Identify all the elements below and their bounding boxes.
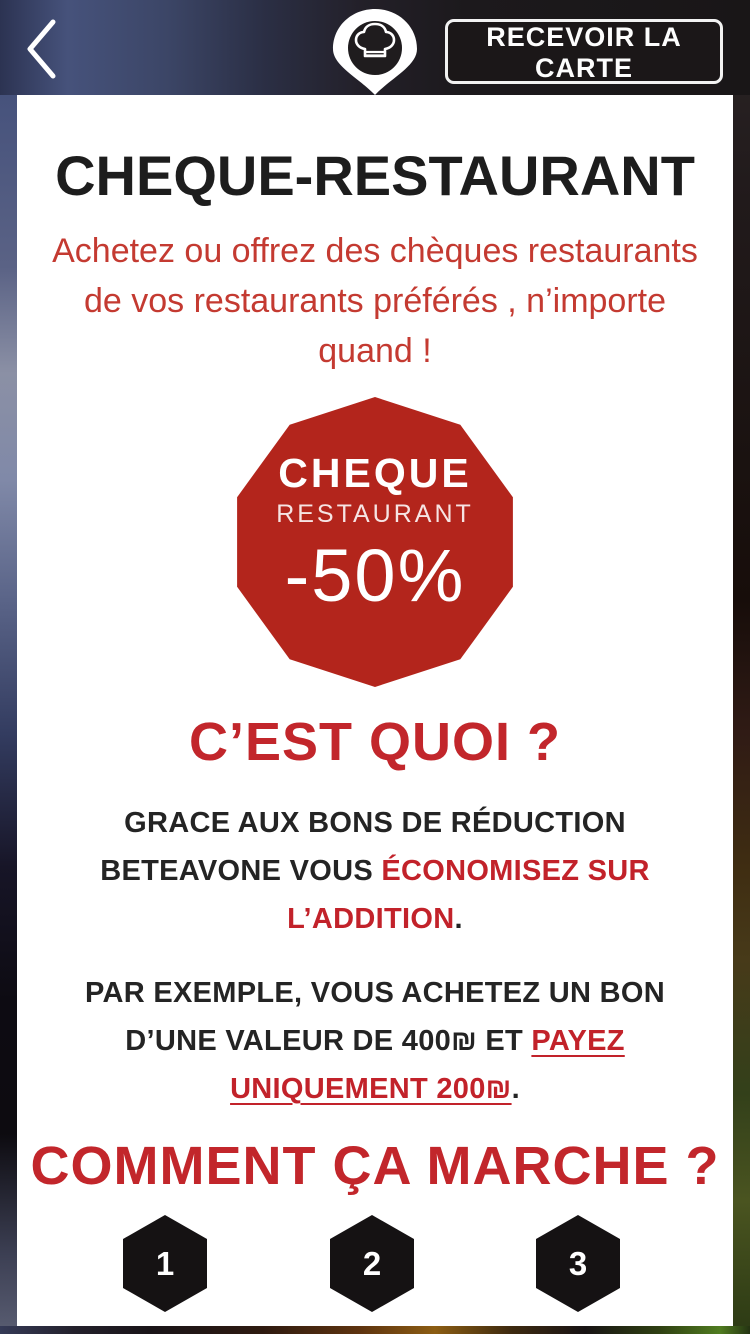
step-hexagon-2: [330, 1215, 414, 1312]
brand-logo: [329, 8, 421, 101]
what-text-period: .: [454, 902, 463, 935]
discount-badge-text: [230, 389, 520, 679]
discount-badge: [230, 397, 520, 687]
top-bar: [0, 0, 750, 95]
step-hexagon-3: [536, 1215, 620, 1312]
steps-row: [17, 1215, 733, 1315]
badge-line-restaurant: RESTAURANT: [276, 499, 474, 528]
content-card: [17, 95, 733, 1326]
example-text-red-underlined: PAYEZ UNIQUEMENT 200₪: [230, 1025, 625, 1106]
back-chevron-icon: [23, 17, 57, 84]
what-text-red: ÉCONOMISEZ SUR L’ADDITION: [287, 854, 650, 935]
receive-card-button[interactable]: RECEVOIR LA CARTE: [445, 19, 723, 84]
section-heading-what: C’EST QUOI ?: [188, 711, 562, 772]
example-paragraph: [63, 969, 687, 1113]
step-hexagon-1: [123, 1215, 207, 1312]
example-text-period: .: [511, 1073, 520, 1106]
background-photo-bottom-edge: [0, 1326, 750, 1334]
intro-text: Achetez ou offrez des chèques restaurants de vos restaurants préférés , n’importe quand !: [52, 231, 698, 370]
background-photo-right-edge: [732, 0, 750, 1334]
badge-discount-value: -50%: [284, 533, 466, 617]
step-number: 3: [568, 1244, 588, 1282]
what-paragraph: [63, 799, 687, 943]
step-number: 2: [362, 1244, 382, 1282]
example-text-black: PAR EXEMPLE, VOUS ACHETEZ UN BON D’UNE VALEUR DE 400₪ ET: [85, 976, 665, 1057]
section-heading-how: COMMENT ÇA MARCHE ?: [30, 1136, 720, 1197]
badge-line-cheque: CHEQUE: [278, 449, 472, 496]
what-text-black: GRACE AUX BONS DE RÉDUCTION BETEAVONE VOUS: [100, 806, 626, 887]
step-number: 1: [155, 1244, 175, 1282]
background-photo-left-edge: [0, 0, 18, 1334]
back-button[interactable]: [12, 18, 68, 82]
chef-hat-pin-icon: [329, 83, 421, 100]
page-title: CHEQUE-RESTAURANT: [55, 144, 695, 207]
